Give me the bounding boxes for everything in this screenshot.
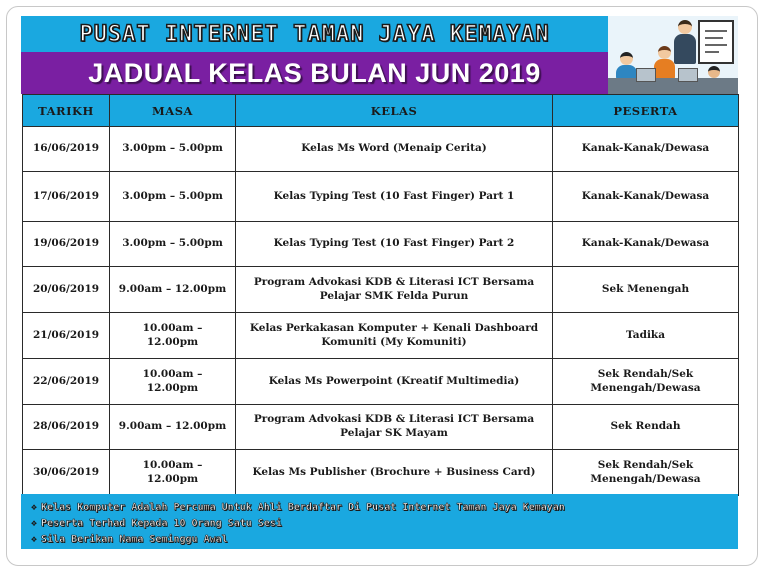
- classroom-illustration-icon: [608, 16, 738, 94]
- table-row: [23, 359, 739, 405]
- page-subtitle: JADUAL KELAS BULAN JUN 2019: [88, 57, 541, 88]
- cell-peserta: Sek Menengah: [553, 267, 739, 313]
- cell-peserta: Sek Rendah/Sek Menengah/Dewasa: [553, 359, 739, 405]
- table-row: [23, 450, 739, 496]
- diamond-bullet-icon: ❖: [31, 502, 38, 513]
- cell-kelas: Kelas Ms Powerpoint (Kreatif Multimedia): [236, 359, 553, 405]
- footer-note-text: Sila Berikan Nama Seminggu Awal: [41, 534, 228, 545]
- cell-tarikh: 22/06/2019: [23, 359, 110, 405]
- cell-peserta: Kanak-Kanak/Dewasa: [553, 172, 739, 222]
- diamond-bullet-icon: ❖: [31, 518, 38, 529]
- cell-masa: 9.00am – 12.00pm: [110, 267, 236, 313]
- cell-masa: 9.00am – 12.00pm: [110, 405, 236, 450]
- diamond-bullet-icon: ❖: [31, 534, 38, 545]
- table-row: [23, 405, 739, 450]
- table-row: [23, 222, 739, 267]
- whiteboard-icon: [698, 20, 734, 64]
- cell-kelas: Kelas Typing Test (10 Fast Finger) Part 2: [236, 222, 553, 267]
- column-header-masa: MASA: [110, 95, 236, 127]
- cell-masa: 3.00pm – 5.00pm: [110, 172, 236, 222]
- footer-note-text: Peserta Terhad Kepada 10 Orang Satu Sesi: [41, 518, 282, 529]
- cell-kelas: Kelas Ms Word (Menaip Cerita): [236, 127, 553, 172]
- cell-tarikh: 16/06/2019: [23, 127, 110, 172]
- cell-masa: 3.00pm – 5.00pm: [110, 222, 236, 267]
- cell-tarikh: 17/06/2019: [23, 172, 110, 222]
- table-row: [23, 267, 739, 313]
- table-header-row: [23, 95, 739, 127]
- column-header-peserta: PESERTA: [553, 95, 739, 127]
- footer-note: [31, 500, 728, 516]
- cell-tarikh: 21/06/2019: [23, 313, 110, 359]
- footer-note-text: Kelas Komputer Adalah Percuma Untuk Ahli Berdaftar Di Pusat Internet Taman Jaya Kemayan: [41, 502, 565, 513]
- schedule-table: [22, 94, 739, 496]
- cell-kelas: Program Advokasi KDB & Literasi ICT Bersama Pelajar SMK Felda Purun: [236, 267, 553, 313]
- cell-masa: 10.00am – 12.00pm: [110, 359, 236, 405]
- cell-peserta: Sek Rendah: [553, 405, 739, 450]
- cell-tarikh: 28/06/2019: [23, 405, 110, 450]
- footer-note: [31, 516, 728, 532]
- cell-tarikh: 20/06/2019: [23, 267, 110, 313]
- cell-masa: 3.00pm – 5.00pm: [110, 127, 236, 172]
- table-row: [23, 127, 739, 172]
- cell-masa: 10.00am – 12.00pm: [110, 450, 236, 496]
- cell-tarikh: 30/06/2019: [23, 450, 110, 496]
- cell-kelas: Program Advokasi KDB & Literasi ICT Bersama Pelajar SK Mayam: [236, 405, 553, 450]
- cell-peserta: Sek Rendah/Sek Menengah/Dewasa: [553, 450, 739, 496]
- cell-kelas: Kelas Typing Test (10 Fast Finger) Part 1: [236, 172, 553, 222]
- cell-tarikh: 19/06/2019: [23, 222, 110, 267]
- footer-note: [31, 532, 728, 548]
- cell-kelas: Kelas Perkakasan Komputer + Kenali Dashboard Komuniti (My Komuniti): [236, 313, 553, 359]
- header-subtitle-band: [21, 52, 608, 94]
- cell-masa: 10.00am – 12.00pm: [110, 313, 236, 359]
- cell-kelas: Kelas Ms Publisher (Brochure + Business Card): [236, 450, 553, 496]
- column-header-kelas: KELAS: [236, 95, 553, 127]
- table-row: [23, 313, 739, 359]
- page-title: PUSAT INTERNET TAMAN JAYA KEMAYAN: [79, 21, 550, 47]
- table-row: [23, 172, 739, 222]
- column-header-tarikh: TARIKH: [23, 95, 110, 127]
- cell-peserta: Kanak-Kanak/Dewasa: [553, 222, 739, 267]
- cell-peserta: Tadika: [553, 313, 739, 359]
- footer-notes: [21, 494, 738, 549]
- cell-peserta: Kanak-Kanak/Dewasa: [553, 127, 739, 172]
